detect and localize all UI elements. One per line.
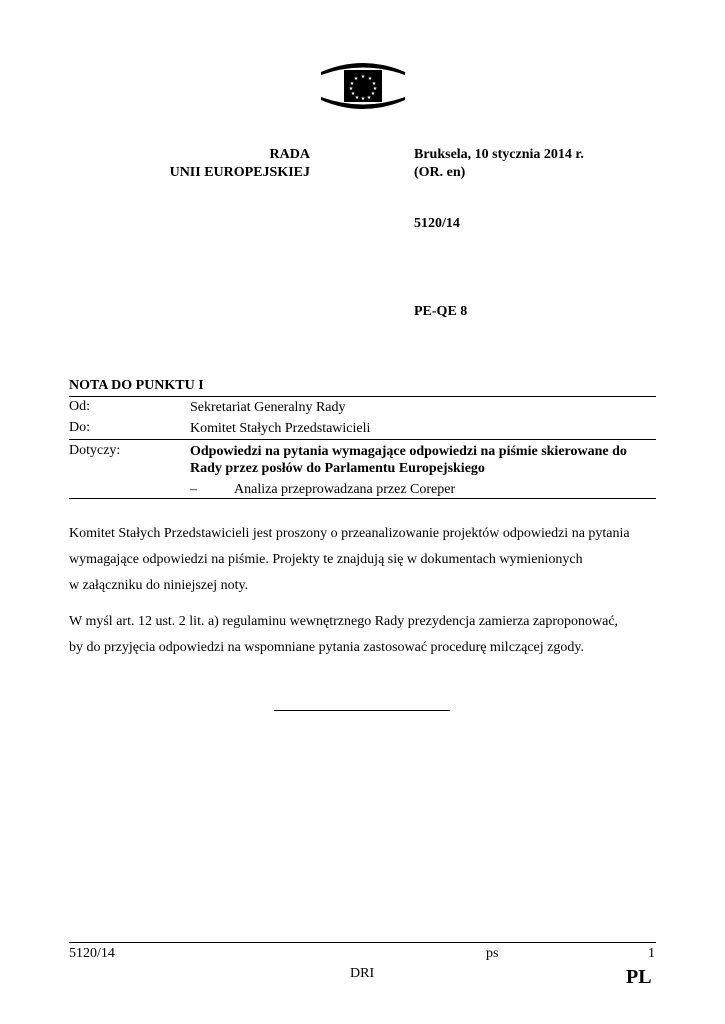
divider-middle — [69, 439, 656, 440]
subject-label: Dotyczy: — [69, 443, 121, 458]
svg-text:★: ★ — [349, 81, 355, 87]
council-eu-logo — [318, 60, 408, 112]
subject-line1: Odpowiedzi na pytania wymagające odpowiedzi na piśmie skierowane do — [190, 444, 627, 459]
divider-bottom — [69, 498, 656, 499]
svg-text:★: ★ — [370, 91, 376, 97]
doc-number: 5120/14 — [414, 216, 460, 231]
svg-text:★: ★ — [371, 81, 377, 87]
subject-line2: Rady przez posłów do Parlamentu Europejskiego — [190, 461, 485, 476]
from-label: Od: — [69, 399, 90, 414]
body-paragraph-2 — [69, 609, 669, 661]
council-line2: UNII EUROPEJSKIEJ — [169, 165, 310, 180]
place-date: Bruksela, 10 stycznia 2014 r. — [414, 147, 584, 162]
footer-doc-number: 5120/14 — [69, 946, 115, 961]
para1-line1: Komitet Stałych Przedstawicieli jest proszony o przeanalizowanie projektów odpowiedzi na pytania — [69, 526, 630, 541]
body-paragraph-1 — [69, 521, 669, 599]
footer-page-number: 1 — [648, 946, 655, 961]
svg-text:★: ★ — [367, 76, 373, 82]
divider-top — [69, 396, 656, 397]
para1-line2: wymagające odpowiedzi na piśmie. Projekty te znajdują się w dokumentach wymienionych — [69, 552, 583, 567]
footer-language: PL — [626, 966, 652, 988]
doc-code: PE-QE 8 — [414, 304, 468, 319]
para1-line3: w załączniku do niniejszej noty. — [69, 578, 249, 593]
footer-rule — [69, 942, 656, 943]
council-name — [120, 146, 310, 182]
footer-dept: DRI — [350, 966, 375, 981]
para2-line1: W myśl art. 12 ust. 2 lit. a) regulaminu wewnętrznego Rady prezydencja zamierza zaproponować, — [69, 614, 619, 629]
end-separator — [274, 710, 450, 711]
note-title: NOTA DO PUNKTU I — [69, 378, 204, 393]
from-value: Sekretariat Generalny Rady — [190, 400, 346, 415]
subject-sub: Analiza przeprowadzana przez Coreper — [234, 482, 456, 497]
svg-text:★: ★ — [372, 86, 378, 92]
svg-text:★: ★ — [348, 86, 354, 92]
para2-line2: by do przyjęcia odpowiedzi na wspomniane pytania zastosować procedurę milczącej zgody. — [69, 640, 584, 655]
footer-initials: ps — [486, 946, 499, 961]
svg-text:★: ★ — [353, 76, 359, 82]
svg-text:★: ★ — [354, 95, 360, 101]
original-language: (OR. en) — [414, 165, 466, 180]
to-value: Komitet Stałych Przedstawicieli — [190, 421, 371, 436]
council-line1: RADA — [269, 147, 310, 162]
place-date-block — [414, 146, 584, 182]
svg-text:★: ★ — [366, 95, 372, 101]
svg-text:★: ★ — [360, 96, 366, 102]
svg-text:★: ★ — [360, 74, 366, 80]
subject-dash: – — [190, 482, 197, 497]
svg-text:★: ★ — [350, 91, 356, 97]
to-label: Do: — [69, 420, 90, 435]
